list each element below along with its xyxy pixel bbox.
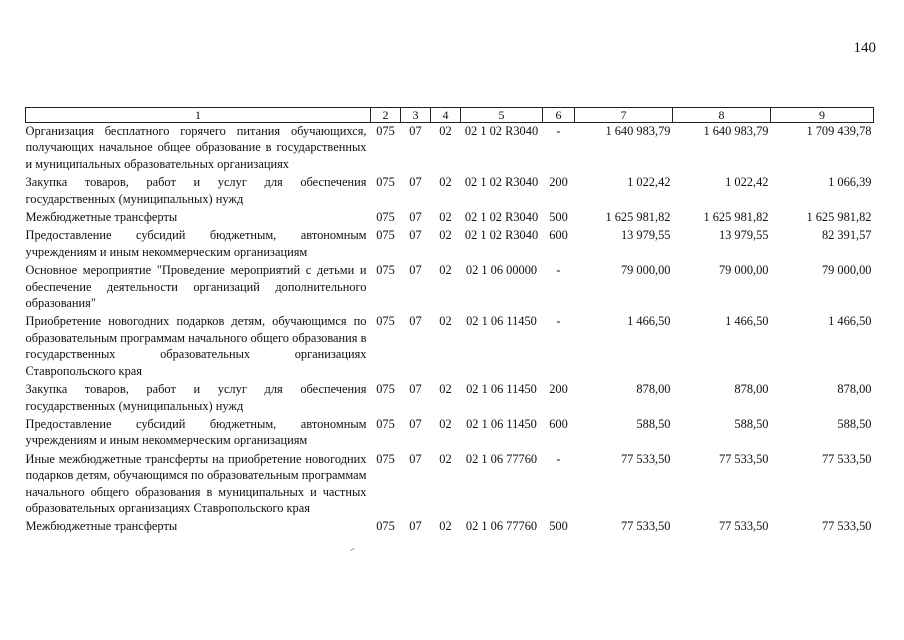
row-target-code: 02 1 06 11450 (466, 314, 537, 329)
row-amount-col7: 1 466,50 (627, 314, 671, 329)
row-section: 07 (409, 263, 422, 278)
row-ministry-code: 075 (376, 314, 395, 329)
row-expense-type: - (556, 263, 561, 278)
row-ministry-code: 075 (376, 124, 395, 138)
row-name: Приобретение новогодних подарков детям, обучающимся по образовательным программам начального общего образования в государственных образовательных организациях Ставропольского края (25, 314, 367, 378)
row-amount-col8: 878,00 (734, 382, 769, 397)
row-section: 07 (409, 124, 422, 138)
row-name: Предоставление субсидий бюджетным, автономным учреждениям и иным некоммерческим организациям (25, 228, 367, 259)
table-row (26, 174, 874, 209)
header-col-1: 1 (26, 108, 371, 123)
row-target-code: 02 1 06 77760 (465, 451, 538, 466)
row-section: 07 (409, 416, 422, 431)
row-section: 07 (409, 519, 422, 534)
header-col-4: 4 (431, 108, 461, 123)
row-name: Организация бесплатного горячего питания обучающихся, получающих начальное общее образование в государственных и муниципальных образовательных организациях (25, 124, 367, 171)
row-ministry-code: 075 (376, 451, 395, 466)
row-expense-type: 200 (549, 382, 568, 397)
row-section: 07 (409, 175, 422, 190)
row-name: Основное мероприятие "Проведение мероприятий с детьми и обеспечение деятельности организаций дополнительного образования" (25, 263, 367, 311)
table-row (26, 451, 874, 519)
row-subsection: 02 (439, 228, 452, 243)
header-col-6: 6 (543, 108, 575, 123)
table-row (26, 416, 874, 451)
row-amount-col8: 1 625 981,82 (703, 210, 769, 225)
row-subsection: 02 (439, 314, 452, 329)
table-row (26, 313, 874, 381)
budget-table (25, 107, 874, 537)
row-expense-type: - (556, 314, 561, 329)
header-col-5: 5 (461, 108, 543, 123)
header-col-8: 8 (673, 108, 771, 123)
row-target-code: 02 1 06 00000 (465, 263, 538, 278)
row-target-code: 02 1 06 11450 (466, 416, 537, 431)
header-col-2: 2 (371, 108, 401, 123)
row-ministry-code: 075 (376, 228, 395, 243)
row-subsection: 02 (439, 263, 452, 278)
row-expense-type: 200 (549, 175, 568, 190)
scan-speck (350, 548, 355, 551)
row-amount-col8: 1 022,42 (725, 175, 769, 190)
row-amount-col8: 1 466,50 (725, 314, 769, 329)
row-ministry-code: 075 (376, 210, 395, 225)
row-expense-type: 600 (549, 416, 568, 431)
header-col-7: 7 (575, 108, 673, 123)
header-col-3: 3 (401, 108, 431, 123)
row-ministry-code: 075 (376, 263, 395, 278)
row-amount-col7: 1 625 981,82 (605, 210, 671, 225)
row-section: 07 (409, 314, 422, 329)
row-amount-col7: 79 000,00 (620, 263, 671, 278)
table-header-row (26, 108, 874, 123)
row-section: 07 (409, 382, 422, 397)
row-target-code: 02 1 02 R3040 (464, 210, 539, 225)
row-expense-type: - (556, 451, 561, 466)
row-amount-col9: 79 000,00 (821, 263, 872, 278)
row-name: Закупка товаров, работ и услуг для обеспечения государственных (муниципальных) нужд (25, 175, 367, 206)
row-section: 07 (409, 228, 422, 243)
row-amount-col8: 13 979,55 (718, 228, 769, 243)
row-amount-col7: 878,00 (636, 382, 671, 397)
table-row (26, 518, 874, 536)
row-name: Закупка товаров, работ и услуг для обеспечения государственных (муниципальных) нужд (25, 382, 367, 413)
row-amount-col9: 588,50 (837, 416, 872, 431)
row-amount-col8: 77 533,50 (718, 519, 769, 534)
row-name: Межбюджетные трансферты (25, 210, 178, 225)
table-row (26, 381, 874, 416)
row-target-code: 02 1 02 R3040 (464, 228, 539, 243)
row-section: 07 (409, 210, 422, 225)
row-amount-col7: 588,50 (636, 416, 671, 431)
row-expense-type: 500 (549, 210, 568, 225)
row-amount-col8: 79 000,00 (718, 263, 769, 278)
row-amount-col9: 1 709 439,78 (806, 124, 872, 138)
row-amount-col9: 1 466,50 (828, 314, 872, 329)
row-amount-col9: 878,00 (837, 382, 872, 397)
row-amount-col9: 77 533,50 (821, 519, 872, 534)
row-amount-col9: 1 066,39 (828, 175, 872, 190)
row-amount-col7: 1 640 983,79 (605, 124, 671, 138)
row-amount-col7: 77 533,50 (620, 451, 671, 466)
row-amount-col8: 588,50 (734, 416, 769, 431)
row-ministry-code: 075 (376, 416, 395, 431)
row-target-code: 02 1 02 R3040 (464, 124, 539, 138)
row-expense-type: 500 (549, 519, 568, 534)
table-row (26, 123, 874, 175)
row-amount-col7: 1 022,42 (627, 175, 671, 190)
header-col-9: 9 (771, 108, 874, 123)
row-name: Иные межбюджетные трансферты на приобретение новогодних подарков детям, обучающимся по образовательным программам начального общего образования в муниципальных и частных образовательных организациях Ставропольского края (25, 451, 367, 515)
row-name: Предоставление субсидий бюджетным, автономным учреждениям и иным некоммерческим организациям (25, 416, 367, 448)
row-amount-col8: 1 640 983,79 (703, 124, 769, 138)
row-expense-type: - (556, 124, 561, 138)
row-amount-col7: 13 979,55 (620, 228, 671, 243)
row-target-code: 02 1 06 77760 (465, 519, 538, 534)
row-amount-col7: 77 533,50 (620, 519, 671, 534)
row-subsection: 02 (439, 451, 452, 466)
page-number: 140 (853, 40, 876, 56)
row-subsection: 02 (439, 175, 452, 190)
row-ministry-code: 075 (376, 382, 395, 397)
row-target-code: 02 1 06 11450 (466, 382, 537, 397)
row-amount-col8: 77 533,50 (718, 451, 769, 466)
table-row (26, 209, 874, 227)
row-name: Межбюджетные трансферты (25, 519, 178, 534)
row-subsection: 02 (439, 416, 452, 431)
row-target-code: 02 1 02 R3040 (464, 175, 539, 190)
row-subsection: 02 (439, 519, 452, 534)
table-row (26, 227, 874, 262)
row-ministry-code: 075 (376, 519, 395, 534)
row-expense-type: 600 (549, 228, 568, 243)
row-section: 07 (409, 451, 422, 466)
row-subsection: 02 (439, 210, 452, 225)
row-amount-col9: 82 391,57 (821, 228, 872, 243)
row-ministry-code: 075 (376, 175, 395, 190)
row-subsection: 02 (439, 124, 452, 138)
table-row (26, 262, 874, 313)
row-amount-col9: 77 533,50 (821, 451, 872, 466)
row-subsection: 02 (439, 382, 452, 397)
row-amount-col9: 1 625 981,82 (806, 210, 872, 225)
